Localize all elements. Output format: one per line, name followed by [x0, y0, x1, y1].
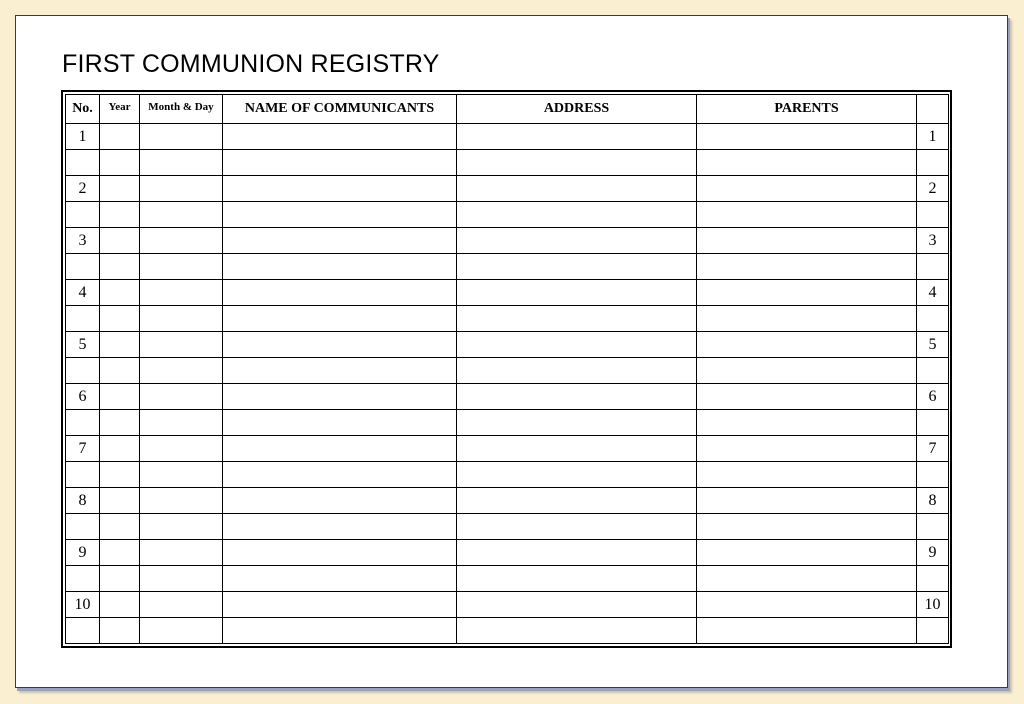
- blank-number-cell: [66, 514, 100, 540]
- name-cell[interactable]: [223, 306, 457, 332]
- parents-cell[interactable]: [697, 618, 917, 644]
- address-cell[interactable]: [457, 254, 697, 280]
- parents-cell[interactable]: [697, 384, 917, 410]
- table-row: [66, 384, 949, 410]
- name-cell[interactable]: [223, 280, 457, 306]
- year-cell[interactable]: [100, 462, 140, 488]
- year-cell[interactable]: [100, 358, 140, 384]
- table-row-continuation: [66, 202, 949, 228]
- row-number: 10: [66, 592, 100, 618]
- row-number: 2: [66, 176, 100, 202]
- year-cell[interactable]: [100, 618, 140, 644]
- parents-cell[interactable]: [697, 514, 917, 540]
- header-parents: PARENTS: [697, 95, 917, 124]
- name-cell[interactable]: [223, 488, 457, 514]
- name-cell[interactable]: [223, 332, 457, 358]
- address-cell[interactable]: [457, 124, 697, 150]
- table-row-continuation: [66, 306, 949, 332]
- month-day-cell[interactable]: [140, 566, 223, 592]
- table-row-continuation: [66, 514, 949, 540]
- address-cell[interactable]: [457, 488, 697, 514]
- year-cell[interactable]: [100, 150, 140, 176]
- name-cell[interactable]: [223, 150, 457, 176]
- header-name-of-communicants: NAME OF COMMUNICANTS: [223, 95, 457, 124]
- year-cell[interactable]: [100, 202, 140, 228]
- address-cell[interactable]: [457, 618, 697, 644]
- name-cell[interactable]: [223, 618, 457, 644]
- year-cell[interactable]: [100, 592, 140, 618]
- table-row-continuation: [66, 410, 949, 436]
- month-day-cell[interactable]: [140, 488, 223, 514]
- row-number-right: 3: [917, 228, 949, 254]
- row-number-right: 5: [917, 332, 949, 358]
- address-cell[interactable]: [457, 358, 697, 384]
- year-cell[interactable]: [100, 514, 140, 540]
- blank-number-cell-right: [917, 566, 949, 592]
- year-cell[interactable]: [100, 384, 140, 410]
- parents-cell[interactable]: [697, 176, 917, 202]
- address-cell[interactable]: [457, 592, 697, 618]
- parents-cell[interactable]: [697, 566, 917, 592]
- name-cell[interactable]: [223, 410, 457, 436]
- month-day-cell[interactable]: [140, 436, 223, 462]
- row-number-right: 2: [917, 176, 949, 202]
- year-cell[interactable]: [100, 436, 140, 462]
- address-cell[interactable]: [457, 176, 697, 202]
- row-number-right: 7: [917, 436, 949, 462]
- address-cell[interactable]: [457, 462, 697, 488]
- parents-cell[interactable]: [697, 436, 917, 462]
- header-year: Year: [100, 95, 140, 124]
- table-row-continuation: [66, 462, 949, 488]
- registry-table: [65, 94, 949, 644]
- page-title: FIRST COMMUNION REGISTRY: [62, 50, 440, 78]
- year-cell[interactable]: [100, 124, 140, 150]
- address-cell[interactable]: [457, 306, 697, 332]
- blank-number-cell: [66, 202, 100, 228]
- parents-cell[interactable]: [697, 280, 917, 306]
- name-cell[interactable]: [223, 124, 457, 150]
- blank-number-cell-right: [917, 150, 949, 176]
- blank-number-cell-right: [917, 618, 949, 644]
- month-day-cell[interactable]: [140, 124, 223, 150]
- parents-cell[interactable]: [697, 254, 917, 280]
- month-day-cell[interactable]: [140, 462, 223, 488]
- address-cell[interactable]: [457, 280, 697, 306]
- address-cell[interactable]: [457, 332, 697, 358]
- blank-number-cell: [66, 566, 100, 592]
- blank-number-cell: [66, 254, 100, 280]
- month-day-cell[interactable]: [140, 384, 223, 410]
- table-row: [66, 592, 949, 618]
- blank-number-cell-right: [917, 358, 949, 384]
- month-day-cell[interactable]: [140, 228, 223, 254]
- name-cell[interactable]: [223, 254, 457, 280]
- name-cell[interactable]: [223, 540, 457, 566]
- row-number-right: 6: [917, 384, 949, 410]
- header-no: No.: [66, 95, 100, 124]
- row-number: 5: [66, 332, 100, 358]
- table-row: [66, 436, 949, 462]
- header-month-day: Month & Day: [140, 95, 223, 124]
- table-row-continuation: [66, 150, 949, 176]
- row-number: 3: [66, 228, 100, 254]
- header-address: ADDRESS: [457, 95, 697, 124]
- year-cell[interactable]: [100, 176, 140, 202]
- parents-cell[interactable]: [697, 410, 917, 436]
- parents-cell[interactable]: [697, 228, 917, 254]
- registry-table-frame: [61, 90, 952, 648]
- address-cell[interactable]: [457, 228, 697, 254]
- month-day-cell[interactable]: [140, 540, 223, 566]
- month-day-cell[interactable]: [140, 254, 223, 280]
- row-number: 7: [66, 436, 100, 462]
- blank-number-cell: [66, 410, 100, 436]
- parents-cell[interactable]: [697, 202, 917, 228]
- parents-cell[interactable]: [697, 150, 917, 176]
- parents-cell[interactable]: [697, 592, 917, 618]
- registry-body: [66, 124, 949, 644]
- year-cell[interactable]: [100, 566, 140, 592]
- blank-number-cell-right: [917, 254, 949, 280]
- table-row-continuation: [66, 254, 949, 280]
- blank-number-cell: [66, 462, 100, 488]
- address-cell[interactable]: [457, 202, 697, 228]
- table-row-continuation: [66, 566, 949, 592]
- row-number: 1: [66, 124, 100, 150]
- table-row-continuation: [66, 618, 949, 644]
- table-row-continuation: [66, 358, 949, 384]
- month-day-cell[interactable]: [140, 410, 223, 436]
- name-cell[interactable]: [223, 228, 457, 254]
- blank-number-cell: [66, 358, 100, 384]
- blank-number-cell: [66, 618, 100, 644]
- year-cell[interactable]: [100, 254, 140, 280]
- blank-number-cell-right: [917, 306, 949, 332]
- parents-cell[interactable]: [697, 540, 917, 566]
- name-cell[interactable]: [223, 514, 457, 540]
- table-row: [66, 176, 949, 202]
- row-number: 6: [66, 384, 100, 410]
- name-cell[interactable]: [223, 384, 457, 410]
- address-cell[interactable]: [457, 436, 697, 462]
- name-cell[interactable]: [223, 592, 457, 618]
- address-cell[interactable]: [457, 150, 697, 176]
- row-number: 9: [66, 540, 100, 566]
- month-day-cell[interactable]: [140, 280, 223, 306]
- address-cell[interactable]: [457, 410, 697, 436]
- year-cell[interactable]: [100, 540, 140, 566]
- address-cell[interactable]: [457, 566, 697, 592]
- address-cell[interactable]: [457, 384, 697, 410]
- table-row: [66, 280, 949, 306]
- row-number-right: 1: [917, 124, 949, 150]
- address-cell[interactable]: [457, 540, 697, 566]
- registry-page: [15, 15, 1008, 688]
- name-cell[interactable]: [223, 358, 457, 384]
- month-day-cell[interactable]: [140, 592, 223, 618]
- row-number: 8: [66, 488, 100, 514]
- row-number-right: 8: [917, 488, 949, 514]
- year-cell[interactable]: [100, 280, 140, 306]
- parents-cell[interactable]: [697, 124, 917, 150]
- table-row: [66, 488, 949, 514]
- table-row: [66, 540, 949, 566]
- name-cell[interactable]: [223, 202, 457, 228]
- month-day-cell[interactable]: [140, 514, 223, 540]
- blank-number-cell-right: [917, 410, 949, 436]
- parents-cell[interactable]: [697, 306, 917, 332]
- month-day-cell[interactable]: [140, 306, 223, 332]
- name-cell[interactable]: [223, 436, 457, 462]
- parents-cell[interactable]: [697, 332, 917, 358]
- row-number-right: 10: [917, 592, 949, 618]
- name-cell[interactable]: [223, 462, 457, 488]
- parents-cell[interactable]: [697, 462, 917, 488]
- month-day-cell[interactable]: [140, 618, 223, 644]
- parents-cell[interactable]: [697, 358, 917, 384]
- year-cell[interactable]: [100, 410, 140, 436]
- year-cell[interactable]: [100, 332, 140, 358]
- blank-number-cell-right: [917, 202, 949, 228]
- row-number: 4: [66, 280, 100, 306]
- name-cell[interactable]: [223, 566, 457, 592]
- year-cell[interactable]: [100, 228, 140, 254]
- table-header-row: [66, 95, 949, 124]
- header-right-no: [917, 95, 949, 124]
- blank-number-cell-right: [917, 514, 949, 540]
- row-number-right: 9: [917, 540, 949, 566]
- table-row: [66, 332, 949, 358]
- year-cell[interactable]: [100, 488, 140, 514]
- row-number-right: 4: [917, 280, 949, 306]
- table-row: [66, 228, 949, 254]
- month-day-cell[interactable]: [140, 358, 223, 384]
- parents-cell[interactable]: [697, 488, 917, 514]
- blank-number-cell-right: [917, 462, 949, 488]
- blank-number-cell: [66, 150, 100, 176]
- month-day-cell[interactable]: [140, 332, 223, 358]
- name-cell[interactable]: [223, 176, 457, 202]
- month-day-cell[interactable]: [140, 150, 223, 176]
- table-row: [66, 124, 949, 150]
- month-day-cell[interactable]: [140, 202, 223, 228]
- year-cell[interactable]: [100, 306, 140, 332]
- month-day-cell[interactable]: [140, 176, 223, 202]
- address-cell[interactable]: [457, 514, 697, 540]
- blank-number-cell: [66, 306, 100, 332]
